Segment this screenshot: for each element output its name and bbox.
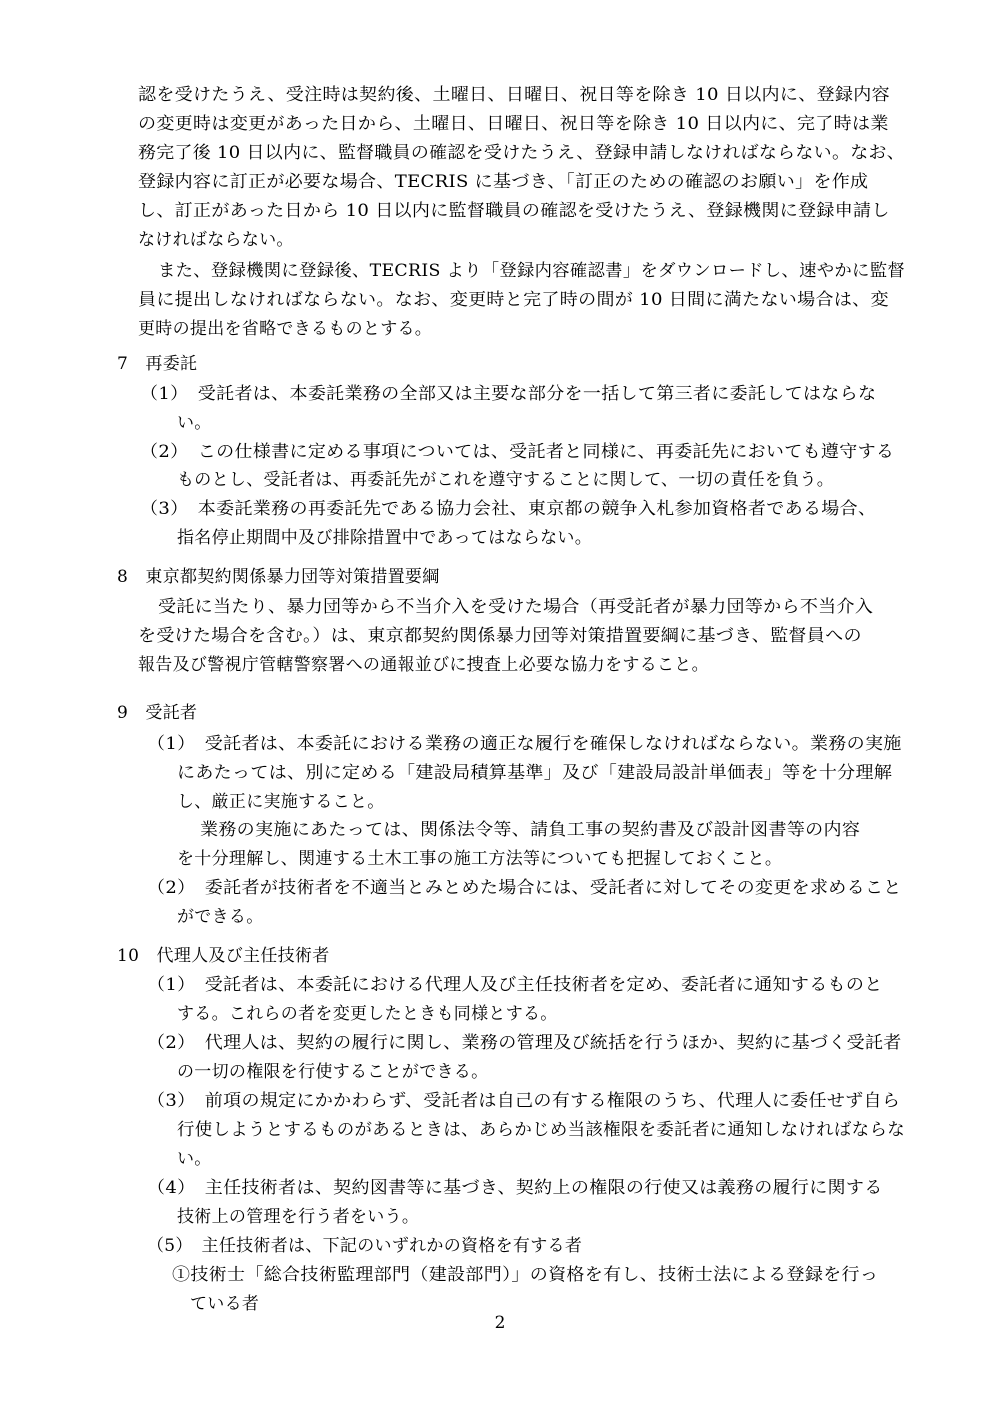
text-line: し、訂正があった日から 10 日以内に監督職員の確認を受けたうえ、登録機関に登録申請し bbox=[138, 201, 890, 221]
text-line: なければならない。 bbox=[138, 230, 294, 250]
text-line: （1） 受託者は、本委託における業務の適正な履行を確保しなければならない。業務の実施 bbox=[147, 734, 902, 754]
text-line: （4） 主任技術者は、契約図書等に基づき、契約上の権限の行使又は義務の履行に関する bbox=[147, 1178, 883, 1198]
page-number: 2 bbox=[494, 1313, 506, 1333]
text-line: （2） 委託者が技術者を不適当とみとめた場合には、受託者に対してその変更を求めること bbox=[147, 878, 902, 898]
text-line: 9 受託者 bbox=[117, 703, 198, 723]
text-line: にあたっては、別に定める「建設局積算基準」及び「建設局設計単価表」等を十分理解 bbox=[177, 763, 893, 783]
text-line: （5） 主任技術者は、下記のいずれかの資格を有する者 bbox=[147, 1236, 583, 1256]
text-line: （3） 前項の規定にかかわらず、受託者は自己の有する権限のうち、代理人に委任せず自ら bbox=[147, 1091, 901, 1111]
text-line: （3） 本委託業務の再委託先である協力会社、東京都の競争入札参加資格者である場合、 bbox=[140, 499, 877, 519]
text-line: 行使しようとするものがあるときは、あらかじめ当該権限を委託者に通知しなければならな bbox=[177, 1120, 905, 1140]
text-line: 技術上の管理を行う者をいう。 bbox=[177, 1207, 420, 1227]
text-line: （2） 代理人は、契約の履行に関し、業務の管理及び統括を行うほか、契約に基づく受託者 bbox=[147, 1033, 902, 1053]
text-line: 7 再委託 bbox=[117, 354, 198, 374]
text-line: 認を受けたうえ、受注時は契約後、土曜日、日曜日、祝日等を除き 10 日以内に、登録内容 bbox=[138, 85, 890, 105]
text-line: （1） 受託者は、本委託における代理人及び主任技術者を定め、委託者に通知するものと bbox=[147, 975, 883, 995]
text-line: 受託に当たり、暴力団等から不当介入を受けた場合（再受託者が暴力団等から不当介入 bbox=[158, 597, 874, 617]
text-line: 8 東京都契約関係暴力団等対策措置要綱 bbox=[117, 567, 440, 587]
text-line: 登録内容に訂正が必要な場合、TECRIS に基づき、「訂正のための確認のお願い」を作成 bbox=[138, 172, 869, 192]
text-line: する。これらの者を変更したときも同様とする。 bbox=[177, 1004, 558, 1024]
text-line: の一切の権限を行使することができる。 bbox=[177, 1062, 489, 1082]
text-line: 指名停止期間中及び排除措置中であってはならない。 bbox=[177, 528, 593, 548]
text-line: 10 代理人及び主任技術者 bbox=[117, 946, 330, 966]
text-line: を受けた場合を含む。）は、東京都契約関係暴力団等対策措置要綱に基づき、監督員への bbox=[138, 626, 862, 646]
text-line: い。 bbox=[177, 1149, 212, 1169]
text-line: 務完了後 10 日以内に、監督職員の確認を受けたうえ、登録申請しなければならない。なお、 bbox=[138, 143, 906, 163]
text-line: の変更時は変更があった日から、土曜日、日曜日、祝日等を除き 10 日以内に、完了時は業 bbox=[138, 114, 889, 134]
text-line: ができる。 bbox=[177, 907, 264, 927]
text-line: ている者 bbox=[190, 1294, 260, 1314]
text-line: ものとし、受託者は、再委託先がこれを遵守することに関して、一切の責任を負う。 bbox=[177, 470, 835, 490]
text-line: 業務の実施にあたっては、関係法令等、請負工事の契約書及び設計図書等の内容 bbox=[200, 820, 861, 840]
text-line: し、厳正に実施すること。 bbox=[177, 792, 385, 812]
text-line: 更時の提出を省略できるものとする。 bbox=[138, 319, 433, 339]
text-line: （2） この仕様書に定める事項については、受託者と同様に、再委託先においても遵守する bbox=[140, 442, 895, 462]
text-line: ①技術士「総合技術監理部門（建設部門）」の資格を有し、技術士法による登録を行っ bbox=[172, 1265, 879, 1285]
text-line: を十分理解し、関連する土木工事の施工方法等についても把握しておくこと。 bbox=[177, 849, 783, 869]
text-line: い。 bbox=[177, 413, 212, 433]
text-line: （1） 受託者は、本委託業務の全部又は主要な部分を一括して第三者に委託してはならな bbox=[140, 384, 877, 404]
text-line: 報告及び警視庁管轄警察署への通報並びに捜査上必要な協力をすること。 bbox=[138, 655, 709, 675]
text-line: また、登録機関に登録後、TECRIS より「登録内容確認書」をダウンロードし、速やかに監督 bbox=[158, 261, 905, 281]
text-line: 員に提出しなければならない。なお、変更時と完了時の間が 10 日間に満たない場合は、変 bbox=[138, 290, 889, 310]
